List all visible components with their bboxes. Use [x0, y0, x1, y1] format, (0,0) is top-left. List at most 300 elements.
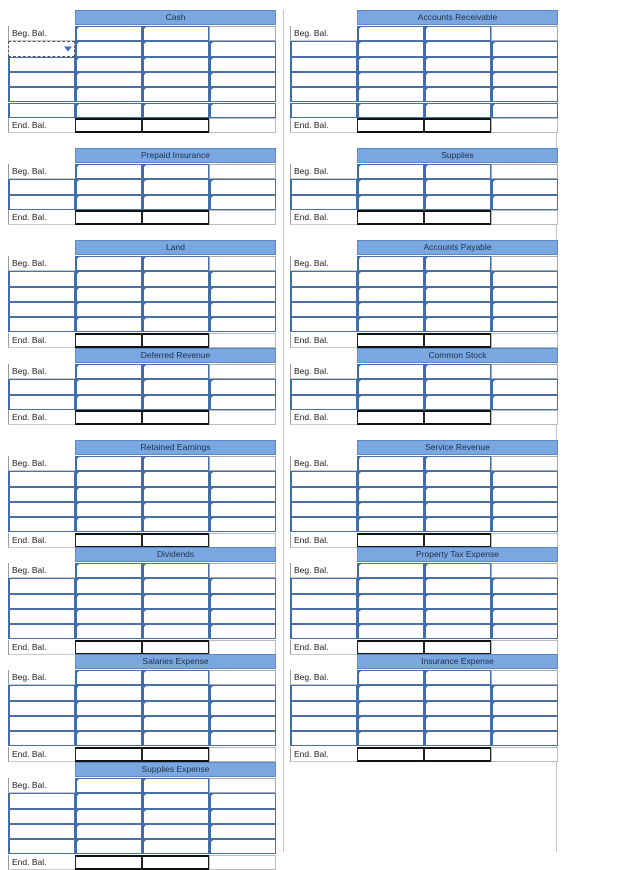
- entry-label-select[interactable]: [8, 471, 75, 486]
- credit-input[interactable]: [424, 287, 491, 302]
- extra-input[interactable]: [491, 271, 558, 286]
- debit-input[interactable]: [357, 624, 424, 639]
- end-debit-cell[interactable]: [75, 533, 142, 548]
- debit-input[interactable]: [357, 364, 424, 379]
- entry-label-select[interactable]: [290, 471, 357, 486]
- end-credit-cell[interactable]: [142, 210, 209, 225]
- debit-input[interactable]: [75, 41, 142, 56]
- extra-input: [491, 26, 558, 41]
- credit-input[interactable]: [142, 456, 209, 471]
- entry-label-select[interactable]: [8, 57, 75, 72]
- extra-input[interactable]: [491, 685, 558, 700]
- entry-label-select[interactable]: [8, 379, 75, 394]
- end-debit-cell[interactable]: [357, 533, 424, 548]
- end-credit-cell[interactable]: [142, 533, 209, 548]
- entry-label-select[interactable]: [290, 379, 357, 394]
- credit-input[interactable]: [142, 502, 209, 517]
- extra-input[interactable]: [491, 87, 558, 102]
- end-debit-cell[interactable]: [75, 333, 142, 348]
- entry-label-select[interactable]: [290, 487, 357, 502]
- beg-bal-row: [290, 256, 558, 271]
- entry-label-select[interactable]: [8, 41, 75, 56]
- entry-label-select[interactable]: [290, 731, 357, 746]
- extra-input[interactable]: [491, 624, 558, 639]
- extra-input[interactable]: [491, 72, 558, 87]
- extra-input[interactable]: [209, 395, 276, 410]
- extra-input[interactable]: [209, 839, 276, 854]
- credit-input[interactable]: [424, 471, 491, 486]
- credit-input[interactable]: [424, 701, 491, 716]
- entry-label-select[interactable]: [8, 195, 75, 210]
- credit-input[interactable]: [424, 670, 491, 685]
- extra-input[interactable]: [209, 103, 276, 118]
- credit-input[interactable]: [142, 487, 209, 502]
- entry-label-select[interactable]: [8, 716, 75, 731]
- debit-input[interactable]: [357, 594, 424, 609]
- debit-input[interactable]: [75, 164, 142, 179]
- entry-label-select[interactable]: [8, 839, 75, 854]
- credit-input[interactable]: [424, 379, 491, 394]
- end-debit-cell[interactable]: [75, 210, 142, 225]
- extra-input[interactable]: [209, 609, 276, 624]
- debit-input[interactable]: [357, 256, 424, 271]
- extra-input[interactable]: [209, 824, 276, 839]
- entry-row: [8, 57, 276, 72]
- credit-input[interactable]: [424, 164, 491, 179]
- entry-row: [290, 609, 558, 624]
- debit-input[interactable]: [357, 271, 424, 286]
- entry-label-select[interactable]: [8, 317, 75, 332]
- entry-label-select[interactable]: [290, 502, 357, 517]
- end-credit-cell[interactable]: [142, 855, 209, 870]
- debit-input[interactable]: [75, 57, 142, 72]
- extra-input[interactable]: [491, 379, 558, 394]
- debit-input[interactable]: [75, 609, 142, 624]
- chevron-down-icon[interactable]: [64, 46, 72, 51]
- debit-input[interactable]: [357, 502, 424, 517]
- credit-input[interactable]: [142, 179, 209, 194]
- debit-input[interactable]: [75, 824, 142, 839]
- credit-input[interactable]: [142, 839, 209, 854]
- extra-input[interactable]: [491, 57, 558, 72]
- debit-input[interactable]: [357, 72, 424, 87]
- entry-label-select[interactable]: [8, 594, 75, 609]
- extra-input[interactable]: [491, 317, 558, 332]
- end-credit-cell[interactable]: [424, 533, 491, 548]
- extra-input[interactable]: [491, 179, 558, 194]
- credit-input[interactable]: [424, 256, 491, 271]
- credit-input[interactable]: [424, 716, 491, 731]
- extra-input[interactable]: [209, 317, 276, 332]
- entry-label-select[interactable]: [290, 103, 357, 118]
- credit-input[interactable]: [424, 179, 491, 194]
- extra-input[interactable]: [491, 471, 558, 486]
- entry-label-select[interactable]: [8, 302, 75, 317]
- debit-input[interactable]: [357, 302, 424, 317]
- credit-input[interactable]: [142, 793, 209, 808]
- entry-label-select[interactable]: [290, 701, 357, 716]
- credit-input[interactable]: [142, 578, 209, 593]
- extra-input[interactable]: [491, 731, 558, 746]
- entry-label-select[interactable]: [290, 624, 357, 639]
- debit-input[interactable]: [75, 839, 142, 854]
- credit-input[interactable]: [142, 594, 209, 609]
- beg-bal-row: [290, 456, 558, 471]
- credit-input[interactable]: [424, 685, 491, 700]
- extra-input[interactable]: [209, 87, 276, 102]
- credit-input[interactable]: [142, 685, 209, 700]
- extra-input[interactable]: [491, 578, 558, 593]
- credit-input[interactable]: [424, 517, 491, 532]
- debit-input[interactable]: [357, 609, 424, 624]
- extra-input[interactable]: [491, 302, 558, 317]
- extra-input[interactable]: [209, 731, 276, 746]
- debit-input[interactable]: [75, 271, 142, 286]
- extra-input[interactable]: [491, 487, 558, 502]
- credit-input[interactable]: [142, 256, 209, 271]
- debit-input[interactable]: [75, 701, 142, 716]
- entry-label-select[interactable]: [290, 395, 357, 410]
- debit-input[interactable]: [357, 731, 424, 746]
- end-credit-cell[interactable]: [424, 747, 491, 762]
- entry-label-select[interactable]: [290, 41, 357, 56]
- end-debit-cell[interactable]: [75, 410, 142, 425]
- credit-input[interactable]: [142, 471, 209, 486]
- extra-input[interactable]: [209, 809, 276, 824]
- entry-label-select[interactable]: [290, 195, 357, 210]
- debit-input[interactable]: [75, 287, 142, 302]
- entry-label-select[interactable]: [290, 716, 357, 731]
- end-credit-cell[interactable]: [142, 640, 209, 655]
- entry-label-select[interactable]: [290, 179, 357, 194]
- extra-input[interactable]: [491, 195, 558, 210]
- account-title-service-revenue: Service Revenue: [357, 440, 558, 455]
- extra-input[interactable]: [209, 271, 276, 286]
- entry-label-select[interactable]: [8, 179, 75, 194]
- end-bal-text: End. Bal.: [12, 119, 47, 130]
- end-debit-cell[interactable]: [75, 118, 142, 133]
- end-credit-cell[interactable]: [424, 210, 491, 225]
- entry-label-select[interactable]: [290, 87, 357, 102]
- end-debit-cell[interactable]: [357, 333, 424, 348]
- credit-input[interactable]: [142, 563, 209, 578]
- credit-input[interactable]: [142, 41, 209, 56]
- debit-input[interactable]: [357, 395, 424, 410]
- debit-input[interactable]: [75, 487, 142, 502]
- credit-input[interactable]: [142, 716, 209, 731]
- entry-label-select[interactable]: [8, 824, 75, 839]
- credit-input[interactable]: [142, 670, 209, 685]
- credit-input[interactable]: [142, 195, 209, 210]
- end-credit-cell[interactable]: [142, 333, 209, 348]
- t-account-accounts-payable: [290, 240, 558, 348]
- extra-input[interactable]: [209, 179, 276, 194]
- debit-input[interactable]: [75, 716, 142, 731]
- entry-row: [8, 41, 276, 56]
- extra-input[interactable]: [209, 41, 276, 56]
- end-credit-cell[interactable]: [424, 640, 491, 655]
- entry-label-select[interactable]: [8, 609, 75, 624]
- entry-row: [8, 839, 276, 854]
- entry-label-select[interactable]: [8, 271, 75, 286]
- credit-input[interactable]: [142, 731, 209, 746]
- credit-input[interactable]: [142, 103, 209, 118]
- debit-input[interactable]: [357, 563, 424, 578]
- debit-input[interactable]: [75, 517, 142, 532]
- credit-input[interactable]: [424, 271, 491, 286]
- debit-input[interactable]: [75, 395, 142, 410]
- credit-input[interactable]: [424, 72, 491, 87]
- entry-label-select[interactable]: [8, 809, 75, 824]
- entry-label-select[interactable]: [290, 578, 357, 593]
- credit-input[interactable]: [142, 302, 209, 317]
- entry-label-select[interactable]: [290, 517, 357, 532]
- end-credit-cell[interactable]: [142, 410, 209, 425]
- end-debit-cell[interactable]: [75, 855, 142, 870]
- extra-input[interactable]: [209, 624, 276, 639]
- extra-input[interactable]: [209, 471, 276, 486]
- debit-input[interactable]: [357, 195, 424, 210]
- entry-label-select[interactable]: [8, 287, 75, 302]
- entry-row: [290, 57, 558, 72]
- end-debit-cell[interactable]: [357, 118, 424, 133]
- debit-input[interactable]: [75, 685, 142, 700]
- debit-input[interactable]: [75, 317, 142, 332]
- debit-input[interactable]: [357, 716, 424, 731]
- debit-input[interactable]: [75, 594, 142, 609]
- entry-label-select[interactable]: [8, 731, 75, 746]
- credit-input[interactable]: [142, 271, 209, 286]
- credit-input[interactable]: [424, 302, 491, 317]
- debit-input[interactable]: [75, 471, 142, 486]
- debit-input[interactable]: [357, 87, 424, 102]
- debit-input[interactable]: [357, 471, 424, 486]
- entry-row: [290, 731, 558, 746]
- credit-input[interactable]: [424, 578, 491, 593]
- t-account-deferred-revenue: [8, 348, 276, 425]
- credit-input[interactable]: [424, 26, 491, 41]
- debit-input[interactable]: [357, 57, 424, 72]
- credit-input[interactable]: [142, 701, 209, 716]
- extra-input[interactable]: [491, 395, 558, 410]
- extra-input[interactable]: [209, 701, 276, 716]
- extra-input[interactable]: [491, 502, 558, 517]
- credit-input[interactable]: [424, 502, 491, 517]
- debit-input[interactable]: [75, 26, 142, 41]
- extra-input[interactable]: [209, 287, 276, 302]
- debit-input[interactable]: [357, 103, 424, 118]
- debit-input[interactable]: [357, 379, 424, 394]
- debit-input[interactable]: [357, 685, 424, 700]
- credit-input[interactable]: [142, 72, 209, 87]
- credit-input[interactable]: [142, 809, 209, 824]
- debit-input[interactable]: [357, 701, 424, 716]
- debit-input[interactable]: [75, 502, 142, 517]
- entry-label-select[interactable]: [8, 517, 75, 532]
- end-credit-cell[interactable]: [424, 333, 491, 348]
- end-bal-text: End. Bal.: [294, 641, 329, 652]
- beg-bal-row: [290, 164, 558, 179]
- credit-input[interactable]: [142, 778, 209, 793]
- debit-input[interactable]: [357, 164, 424, 179]
- entry-label-select[interactable]: [8, 502, 75, 517]
- credit-input[interactable]: [424, 563, 491, 578]
- credit-input[interactable]: [424, 103, 491, 118]
- end-credit-cell[interactable]: [424, 410, 491, 425]
- extra-input[interactable]: [491, 609, 558, 624]
- debit-input[interactable]: [357, 456, 424, 471]
- entry-label-select[interactable]: [8, 685, 75, 700]
- credit-input[interactable]: [424, 41, 491, 56]
- debit-input[interactable]: [75, 578, 142, 593]
- debit-input[interactable]: [75, 793, 142, 808]
- credit-input[interactable]: [424, 624, 491, 639]
- debit-input[interactable]: [357, 670, 424, 685]
- debit-input[interactable]: [357, 317, 424, 332]
- entry-label-select[interactable]: [290, 302, 357, 317]
- end-extra-cell: [491, 533, 558, 548]
- extra-input[interactable]: [209, 793, 276, 808]
- debit-input[interactable]: [75, 72, 142, 87]
- debit-input[interactable]: [75, 195, 142, 210]
- entry-row: [8, 271, 276, 286]
- extra-input[interactable]: [209, 594, 276, 609]
- credit-input[interactable]: [424, 195, 491, 210]
- entry-label-select[interactable]: [290, 317, 357, 332]
- debit-input[interactable]: [75, 624, 142, 639]
- credit-input[interactable]: [142, 624, 209, 639]
- debit-input[interactable]: [75, 179, 142, 194]
- debit-input[interactable]: [75, 456, 142, 471]
- debit-input[interactable]: [75, 103, 142, 118]
- extra-input[interactable]: [491, 103, 558, 118]
- credit-input[interactable]: [142, 517, 209, 532]
- entry-label-select[interactable]: [8, 395, 75, 410]
- credit-input[interactable]: [424, 456, 491, 471]
- entry-row: [290, 41, 558, 56]
- credit-input[interactable]: [142, 26, 209, 41]
- credit-input[interactable]: [424, 731, 491, 746]
- debit-input[interactable]: [75, 302, 142, 317]
- entry-label-select[interactable]: [8, 793, 75, 808]
- entry-label-select[interactable]: [8, 701, 75, 716]
- credit-input[interactable]: [424, 364, 491, 379]
- extra-input[interactable]: [491, 716, 558, 731]
- extra-input[interactable]: [209, 379, 276, 394]
- credit-input[interactable]: [424, 609, 491, 624]
- beg-bal-label: [8, 670, 75, 685]
- debit-input[interactable]: [75, 256, 142, 271]
- entry-row: [8, 287, 276, 302]
- extra-input[interactable]: [491, 594, 558, 609]
- extra-input[interactable]: [209, 195, 276, 210]
- extra-input[interactable]: [491, 287, 558, 302]
- end-bal-label: [8, 533, 75, 548]
- credit-input[interactable]: [142, 287, 209, 302]
- debit-input[interactable]: [75, 563, 142, 578]
- debit-input[interactable]: [357, 179, 424, 194]
- debit-input[interactable]: [75, 809, 142, 824]
- credit-input[interactable]: [142, 395, 209, 410]
- entry-label-select[interactable]: [8, 487, 75, 502]
- beg-bal-label: [8, 256, 75, 271]
- end-debit-cell[interactable]: [75, 640, 142, 655]
- extra-input[interactable]: [209, 487, 276, 502]
- entry-label-select[interactable]: [290, 287, 357, 302]
- entry-label-select[interactable]: [8, 578, 75, 593]
- debit-input[interactable]: [357, 578, 424, 593]
- entry-label-select[interactable]: [8, 624, 75, 639]
- end-debit-cell[interactable]: [357, 747, 424, 762]
- entry-label-select[interactable]: [290, 57, 357, 72]
- credit-input[interactable]: [142, 87, 209, 102]
- credit-input[interactable]: [424, 57, 491, 72]
- extra-input[interactable]: [209, 578, 276, 593]
- debit-input[interactable]: [75, 670, 142, 685]
- extra-input[interactable]: [209, 502, 276, 517]
- extra-input[interactable]: [491, 41, 558, 56]
- debit-input[interactable]: [357, 26, 424, 41]
- credit-input[interactable]: [142, 824, 209, 839]
- debit-input[interactable]: [357, 517, 424, 532]
- end-credit-cell[interactable]: [142, 747, 209, 762]
- extra-input[interactable]: [209, 302, 276, 317]
- entry-label-select[interactable]: [290, 685, 357, 700]
- extra-input[interactable]: [491, 517, 558, 532]
- entry-label-select[interactable]: [290, 271, 357, 286]
- end-debit-cell[interactable]: [357, 410, 424, 425]
- credit-input[interactable]: [142, 317, 209, 332]
- debit-input[interactable]: [75, 731, 142, 746]
- debit-input[interactable]: [75, 778, 142, 793]
- entry-label-select[interactable]: [290, 72, 357, 87]
- entry-label-select[interactable]: [8, 87, 75, 102]
- credit-input[interactable]: [142, 609, 209, 624]
- debit-input[interactable]: [357, 41, 424, 56]
- end-debit-cell[interactable]: [357, 640, 424, 655]
- credit-input[interactable]: [424, 487, 491, 502]
- extra-input[interactable]: [209, 517, 276, 532]
- entry-label-select[interactable]: [8, 103, 75, 118]
- debit-input[interactable]: [357, 287, 424, 302]
- extra-input[interactable]: [491, 701, 558, 716]
- credit-input[interactable]: [142, 164, 209, 179]
- entry-label-select[interactable]: [8, 72, 75, 87]
- credit-input[interactable]: [142, 379, 209, 394]
- debit-input[interactable]: [75, 364, 142, 379]
- extra-input[interactable]: [209, 72, 276, 87]
- credit-input[interactable]: [142, 57, 209, 72]
- end-debit-cell[interactable]: [357, 210, 424, 225]
- extra-input[interactable]: [209, 685, 276, 700]
- debit-input[interactable]: [75, 379, 142, 394]
- extra-input[interactable]: [209, 716, 276, 731]
- end-credit-cell[interactable]: [424, 118, 491, 133]
- credit-input[interactable]: [424, 594, 491, 609]
- extra-input[interactable]: [209, 57, 276, 72]
- debit-input[interactable]: [357, 487, 424, 502]
- t-account-prepaid-insurance: [8, 148, 276, 225]
- entry-label-select[interactable]: [290, 594, 357, 609]
- end-credit-cell[interactable]: [142, 118, 209, 133]
- debit-input[interactable]: [75, 87, 142, 102]
- entry-label-select[interactable]: [290, 609, 357, 624]
- credit-input[interactable]: [424, 87, 491, 102]
- credit-input[interactable]: [142, 364, 209, 379]
- credit-input[interactable]: [424, 317, 491, 332]
- credit-input[interactable]: [424, 395, 491, 410]
- end-debit-cell[interactable]: [75, 747, 142, 762]
